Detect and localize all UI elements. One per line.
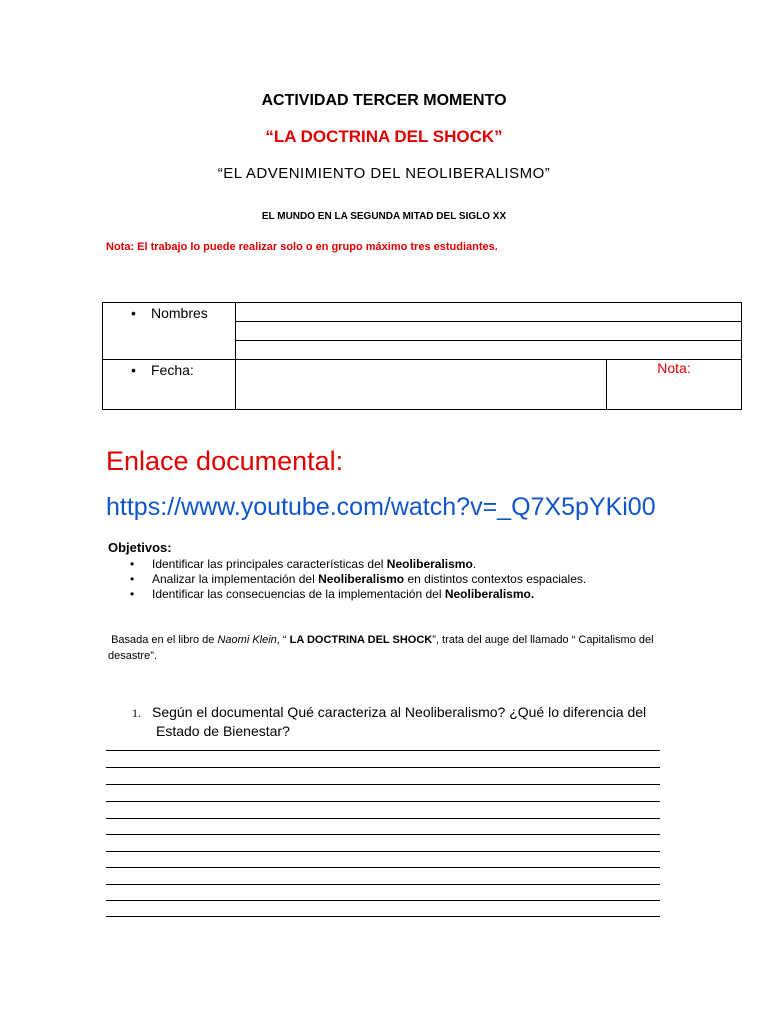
answer-line[interactable] <box>106 784 660 785</box>
video-link[interactable]: https://www.youtube.com/watch?v=_Q7X5pYKi00 <box>106 493 656 521</box>
bullet-icon: • <box>130 572 135 586</box>
nombres-label-cell <box>103 303 236 360</box>
answer-line[interactable] <box>106 801 660 802</box>
nombres-field-2[interactable] <box>236 322 742 341</box>
objetivos-list <box>108 557 586 602</box>
book-name: LA DOCTRINA DEL SHOCK <box>289 634 433 646</box>
book-title: “LA DOCTRINA DEL SHOCK” <box>265 127 503 146</box>
list-item: • Identificar las consecuencias de la implementación del Neoliberalismo. <box>108 587 586 602</box>
author-name: Naomi Klein <box>217 634 277 646</box>
list-item: • Analizar la implementación del Neoliberalismo en distintos contextos espaciales. <box>108 572 586 587</box>
list-item: • Identificar las principales características del Neoliberalismo. <box>108 557 586 572</box>
fecha-label-cell <box>103 360 236 410</box>
answer-line[interactable] <box>106 851 660 852</box>
question-text-cont: Estado de Bienestar? <box>156 723 290 739</box>
question-1 <box>108 703 663 740</box>
bullet-icon: • <box>131 362 136 378</box>
section-heading: EL MUNDO EN LA SEGUNDA MITAD DEL SIGLO XX <box>261 211 507 222</box>
answer-line[interactable] <box>106 834 660 835</box>
nombres-field-1[interactable] <box>236 303 742 322</box>
bullet-icon: • <box>131 305 136 321</box>
question-text: Según el documental Qué caracteriza al Neoliberalismo? ¿Qué lo diferencia del <box>152 704 647 720</box>
nombres-label: Nombres <box>151 305 208 321</box>
enlace-heading: Enlace documental: <box>106 446 344 476</box>
answer-line[interactable] <box>106 818 660 819</box>
nota-field[interactable] <box>607 360 742 410</box>
answer-line[interactable] <box>106 867 660 868</box>
objetivos-heading: Objetivos: <box>108 540 172 555</box>
nombres-field-3[interactable] <box>236 341 742 360</box>
note-text: Nota: El trabajo lo puede realizar solo o en grupo máximo tres estudiantes. <box>106 241 498 253</box>
student-info-table <box>102 302 742 410</box>
bullet-icon: • <box>130 587 135 601</box>
nota-label: Nota: <box>657 360 691 376</box>
answer-line[interactable] <box>106 750 660 751</box>
page-title: ACTIVIDAD TERCER MOMENTO <box>261 92 507 109</box>
answer-line[interactable] <box>106 900 660 901</box>
fecha-field[interactable] <box>236 360 607 410</box>
answer-line[interactable] <box>106 916 660 917</box>
bullet-icon: • <box>130 557 135 571</box>
fecha-label: Fecha: <box>151 362 194 378</box>
answer-line[interactable] <box>106 884 660 885</box>
subtitle: “EL ADVENIMIENTO DEL NEOLIBERALISMO” <box>217 165 551 182</box>
answer-line[interactable] <box>106 767 660 768</box>
question-number: 1. <box>132 706 141 720</box>
intro-paragraph: Basada en el libro de Naomi Klein, “ LA DOCTRINA DEL SHOCK”, trata del auge del llamado “ Capitalismo del desastre”. <box>108 634 654 662</box>
